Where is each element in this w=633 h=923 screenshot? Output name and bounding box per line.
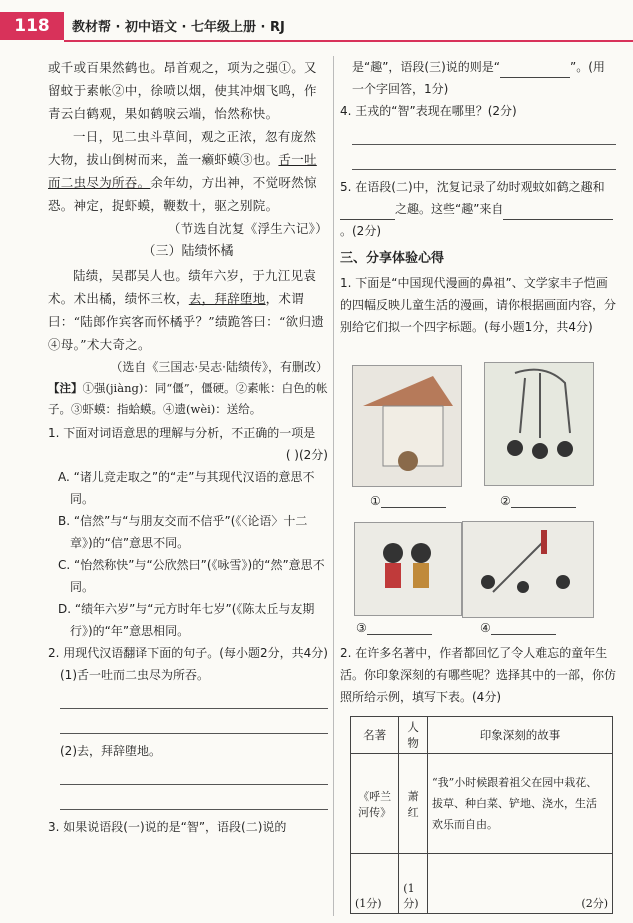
column-divider — [333, 56, 334, 916]
caption-number: ② — [500, 494, 511, 508]
answer-line[interactable] — [352, 126, 616, 145]
source-2: （选自《三国志·吴志·陆绩传》，有删改） — [110, 360, 328, 374]
question-3: 3. 如果说语段(一)说的是“智”，语段(二)说的 — [48, 820, 287, 834]
question-4: 4. 王戎的“智”表现在哪里？(2分) — [340, 104, 517, 118]
answer-blank[interactable] — [511, 493, 576, 508]
text: 陆绩，吴郡吴人也。绩年六岁，于九江见袁术。术出橘，绩怀三枚， — [48, 268, 317, 306]
score: (1分) — [403, 882, 419, 910]
question-1: 1. 下面对词语意思的理解与分析，不正确的一项是 — [48, 426, 316, 440]
answer-blank[interactable] — [381, 493, 446, 508]
firecracker-children-icon — [463, 522, 593, 617]
caption-number: ④ — [480, 621, 491, 635]
answer-line[interactable] — [60, 715, 328, 734]
question-r1: 1. 下面是“中国现代漫画的鼻祖”、文学家丰子恺画的四幅反映儿童生活的漫画，请你根据画面内容，分别给它们拟一个四字标题。(每小题1分，共4分) — [340, 276, 617, 334]
table-cell: 《呼兰河传》 — [351, 754, 399, 854]
answer-line[interactable] — [60, 766, 328, 785]
caption-number: ① — [370, 494, 381, 508]
left-column — [48, 56, 328, 838]
answer-blank[interactable] — [491, 620, 556, 635]
table-cell-input[interactable] — [428, 854, 613, 914]
text: 5. 在语段(二)中，沈复记录了幼时观蚊如鹤之趣和 — [340, 180, 605, 194]
question-2: 2. 用现代汉语翻译下面的句子。(每小题2分，共4分) — [48, 646, 328, 660]
question-r2: 2. 在许多名著中，作者都回忆了令人难忘的童年生活。你印象深刻的有哪些呢？选择其中的一部，你仿照所给示例，填写下表。(4分) — [340, 646, 617, 704]
text: ”。(用一个字回答，1分) — [352, 60, 605, 96]
col-header: 印象深刻的故事 — [428, 717, 613, 754]
book-title: 教材帮 · 初中语文 · 七年级上册 · RJ — [72, 20, 285, 35]
caption-3 — [356, 620, 432, 635]
text: 余年幼，方出神，不觉呀然惊恐。神定，捉虾蟆，鞭数十，驱之别院。 — [48, 175, 317, 213]
score: (2分) — [581, 897, 608, 910]
table-cell: “我”小时候跟着祖父在园中栽花、拔草、种白菜、铲地、浇水，生活欢乐而自由。 — [428, 754, 613, 854]
cartoon-image-4 — [462, 521, 594, 618]
question-5 — [340, 176, 616, 242]
section-3-heading: 三、分享体验心得 — [340, 251, 445, 266]
question-2-1: (1)舌一吐而二虫尽为所吞。 — [60, 668, 209, 682]
text: 之趣。这些“趣”来自 — [395, 202, 504, 216]
col-header: 名著 — [351, 717, 399, 754]
answer-line[interactable] — [352, 151, 616, 170]
roof-swallow-icon — [353, 366, 461, 486]
answer-line[interactable] — [60, 690, 328, 709]
fill-table — [350, 716, 613, 914]
text: 一日，见二虫斗草间，观之正浓，忽有庞然大物，拔山倒树而来，盖一癞虾蟆③也。 — [48, 129, 317, 167]
right-column — [340, 56, 616, 338]
question-1-score[interactable]: ( )(2分) — [285, 448, 328, 462]
section-3-title: （三）陆绩怀橘 — [142, 244, 234, 259]
note-label: 【注】 — [48, 381, 83, 395]
col-header: 人物 — [399, 717, 428, 754]
underlined-phrase: 去，拜辞堕地 — [188, 291, 266, 306]
question-3-cont — [340, 56, 616, 100]
passage-3 — [48, 264, 328, 356]
option-d: D. “绩年六岁”与“元方时年七岁”(《陈太丘与友期行》)的“年”意思相同。 — [58, 602, 315, 638]
answer-blank[interactable] — [503, 205, 613, 220]
page-header — [0, 0, 633, 46]
option-c: C. “怡然称快”与“公欣然曰”(《咏雪》)的“然”意思不同。 — [58, 558, 325, 594]
underlined-sentence: 舌一吐而二虫尽为所吞。 — [48, 152, 317, 190]
text: 是“趣”，语段(三)说的则是“ — [352, 60, 501, 74]
table-cell: 萧红 — [399, 754, 428, 854]
text: 。(2分) — [340, 224, 381, 238]
note-text: ①强(jiàng)：同“僵”，僵硬。②素帐：白色的帐子。③虾蟆：指蛤蟆。④遗(wèi)：送给。 — [48, 381, 328, 416]
answer-blank[interactable] — [500, 63, 570, 78]
caption-4 — [480, 620, 556, 635]
score: (1分) — [355, 897, 382, 910]
table-cell-input[interactable] — [351, 854, 399, 914]
notes — [48, 378, 328, 420]
table-cell-input[interactable] — [399, 854, 428, 914]
option-a: A. “诸儿竞走取之”的“走”与其现代汉语的意思不同。 — [58, 470, 315, 506]
passage-2-end: 或千或百果然鹤也。昂首观之，项为之强①。又留蚊于素帐②中，徐喷以烟，使其冲烟飞鸣，作青云白鹤观，果如鹤唳云端，怡然称快。 — [48, 60, 317, 121]
answer-line[interactable] — [60, 791, 328, 810]
source-1: （节选自沈复《浮生六记》） — [167, 221, 328, 236]
text: ，术谓曰：“陆郎作宾客而怀橘乎？”绩跪答曰：“欲归遗④母。”术大奇之。 — [48, 291, 325, 352]
caption-1 — [370, 493, 446, 508]
answer-blank[interactable] — [340, 205, 395, 220]
two-children-icon — [355, 523, 461, 615]
question-2-2: (2)去，拜辞堕地。 — [60, 744, 161, 758]
page-number: 118 — [0, 12, 64, 40]
cartoon-image-2 — [484, 362, 594, 486]
passage-2-para — [48, 125, 328, 217]
header-rule — [64, 40, 633, 42]
willow-children-icon — [485, 363, 593, 485]
option-b: B. “信然”与“与朋友交而不信乎”(《〈论语〉十二章》)的“信”意思不同。 — [58, 514, 308, 550]
caption-2 — [500, 493, 576, 508]
cartoon-image-3 — [354, 522, 462, 616]
caption-number: ③ — [356, 621, 367, 635]
cartoon-image-1 — [352, 365, 462, 487]
answer-blank[interactable] — [367, 620, 432, 635]
